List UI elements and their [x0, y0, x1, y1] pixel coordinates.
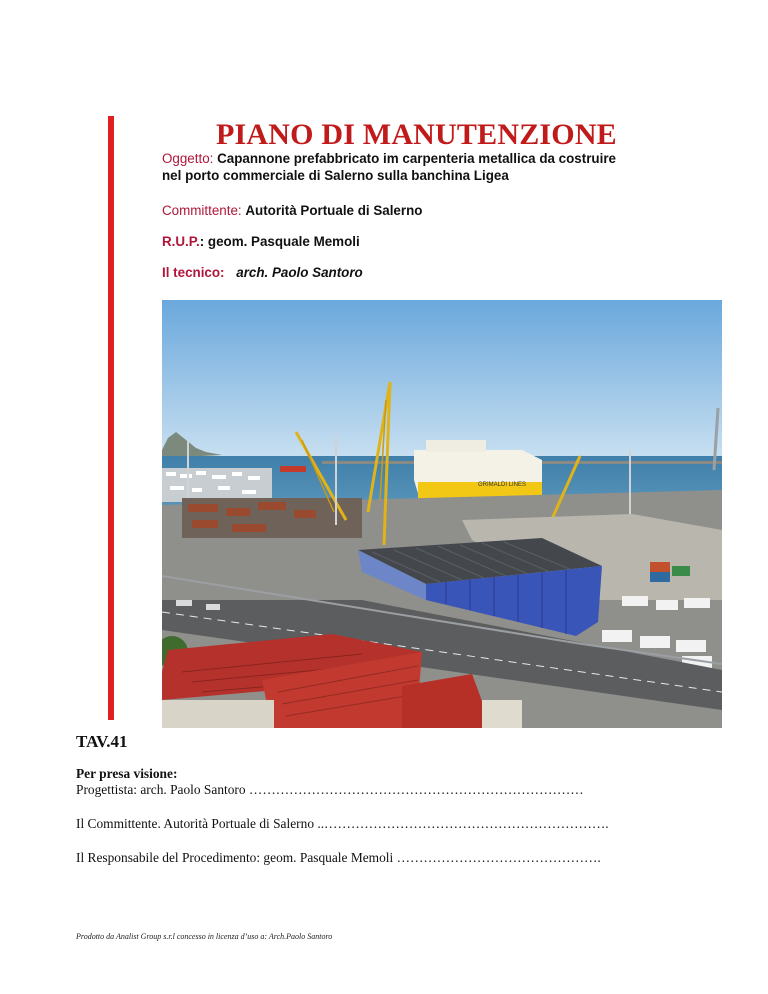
- oggetto-block: [162, 150, 616, 184]
- tavola-number: TAV.41: [76, 732, 128, 751]
- red-side-bar: [108, 116, 114, 720]
- oggetto-label: Oggetto:: [162, 151, 214, 166]
- rup-label: R.U.P.: [162, 234, 200, 249]
- tecnico-label: Il tecnico:: [162, 265, 225, 280]
- committente-value: Autorità Portuale di Salerno: [245, 203, 423, 218]
- rup-value: : geom. Pasquale Memoli: [199, 234, 360, 249]
- oggetto-value-line1: Capannone prefabbricato im carpenteria metallica da costruire: [217, 151, 616, 166]
- oggetto-value-line2: nel porto commerciale di Salerno sulla banchina Ligea: [162, 168, 509, 183]
- tecnico-block: [162, 264, 363, 281]
- committente-label: Committente:: [162, 203, 242, 218]
- rup-block: [162, 233, 360, 250]
- responsabile-signature-line: Il Responsabile del Procedimento: geom. Pasquale Memoli ……………………………………….: [76, 850, 601, 865]
- ship-name-text: GRIMALDI LINES: [478, 482, 527, 488]
- presa-visione-heading: [76, 766, 177, 782]
- progettista-line: Progettista: arch. Paolo Santoro …………………………………………………………………: [76, 782, 584, 797]
- page-title: PIANO DI MANUTENZIONE: [216, 118, 617, 151]
- committente-block: [162, 202, 422, 219]
- presa-visione-text: Per presa visione:: [76, 766, 178, 781]
- footer-note: Prodotto da Analist Group s.r.l concesso in licenza d’uso a: Arch.Paolo Santoro: [76, 932, 333, 941]
- tecnico-value: arch. Paolo Santoro: [236, 265, 363, 280]
- port-photo: [162, 300, 722, 728]
- committente-signature-line: Il Committente. Autorità Portuale di Salerno ..……………………………………………………….: [76, 816, 609, 831]
